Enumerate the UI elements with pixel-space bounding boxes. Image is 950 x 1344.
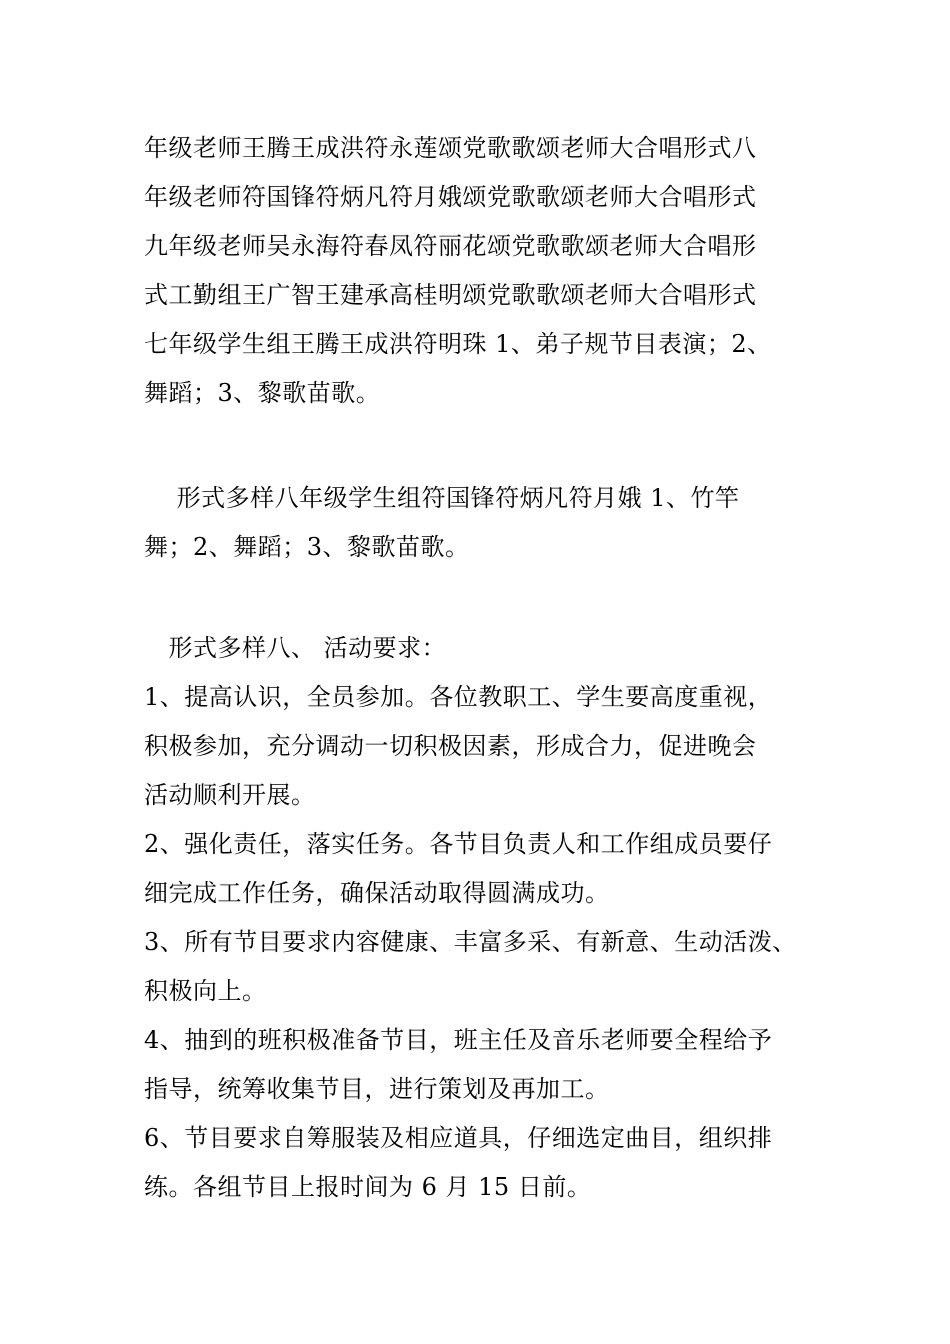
text-line: 舞蹈；3、黎歌苗歌。 — [144, 379, 381, 407]
text-line: 积极向上。 — [144, 977, 267, 1005]
text-line: 6、节目要求自筹服装及相应道具，仔细选定曲目，组织排 — [144, 1124, 773, 1152]
text-line: 细完成工作任务，确保活动取得圆满成功。 — [144, 879, 610, 907]
section-heading: 形式多样八、 活动要求： — [144, 634, 447, 662]
text-line: 指导，统筹收集节目，进行策划及再加工。 — [144, 1075, 610, 1103]
text-line: 式工勤组王广智王建承高桂明颂党歌歌颂老师大合唱形式 — [144, 281, 757, 309]
text-line: 年级老师符国锋符炳凡符月娥颂党歌歌颂老师大合唱形式 — [144, 183, 757, 211]
text-line: 形式多样八年级学生组符国锋符炳凡符月娥 1、竹竿 — [144, 484, 740, 512]
text-line: 七年级学生组王腾王成洪符明珠 1、弟子规节目表演；2、 — [144, 330, 772, 358]
text-line: 3、所有节目要求内容健康、丰富多采、有新意、生动活泼、 — [144, 928, 797, 956]
paragraph-grade8-students — [144, 474, 824, 572]
text-line: 九年级老师吴永海符春凤符丽花颂党歌歌颂老师大合唱形 — [144, 232, 757, 260]
text-line: 4、抽到的班积极准备节目，班主任及音乐老师要全程给予 — [144, 1026, 773, 1054]
text-line: 积极参加，充分调动一切积极因素，形成合力，促进晚会 — [144, 732, 757, 760]
text-line: 练。各组节目上报时间为 6 月 15 日前。 — [144, 1173, 592, 1201]
text-line: 1、提高认识，全员参加。各位教职工、学生要高度重视， — [144, 683, 773, 711]
text-line: 舞；2、舞蹈；3、黎歌苗歌。 — [144, 533, 470, 561]
text-line: 年级老师王腾王成洪符永莲颂党歌歌颂老师大合唱形式八 — [144, 134, 757, 162]
paragraph-program-list — [144, 124, 824, 418]
text-line: 2、强化责任，落实任务。各节目负责人和工作组成员要仔 — [144, 830, 773, 858]
paragraph-activity-requirements — [144, 624, 824, 1212]
text-line: 活动顺利开展。 — [144, 781, 316, 809]
